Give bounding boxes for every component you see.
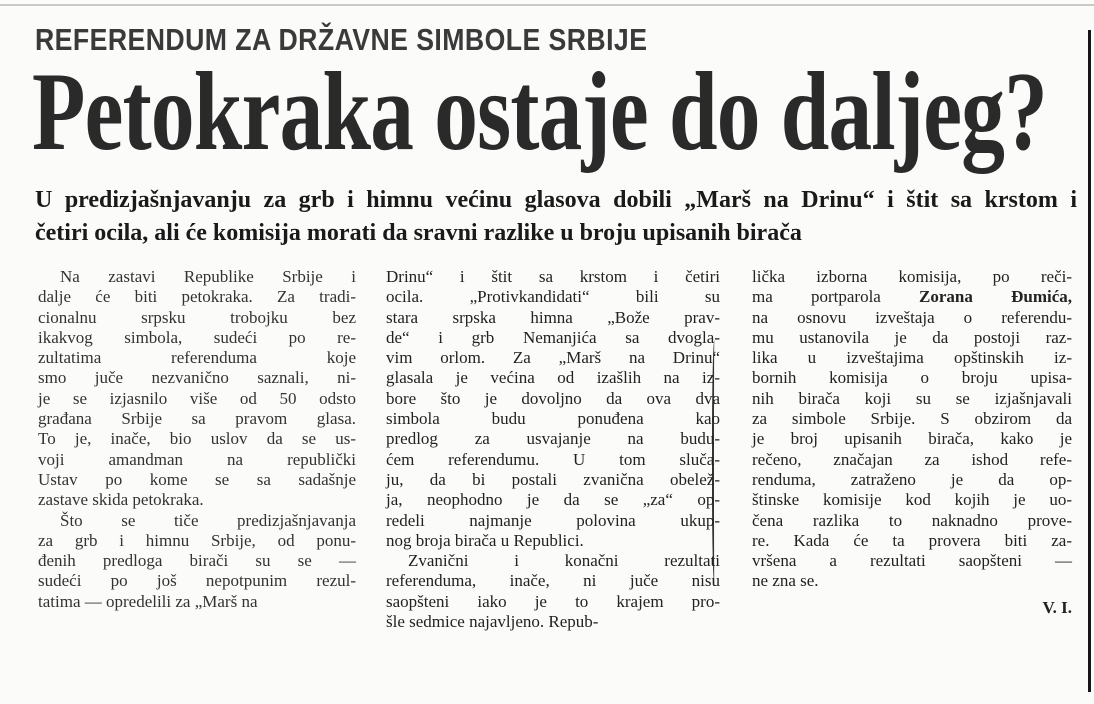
article-line: Zvanični i konačni rezultati [408,551,720,571]
article-line: čena razlika to naknadno prove- [752,510,1072,530]
byline: V. I. [1042,597,1072,617]
article-line: na osnovu izveštaja o referendu- [752,307,1072,327]
article-line: saopšteni iako je to krajem pro- [386,591,720,611]
subheadline-line: U predizjašnjavanju za grb i himnu većinu glasova dobili „Marš na Drinu“ i štit sa krstom i [35,187,1077,213]
article-line: šle sedmice najavljeno. Repub- [386,612,599,632]
article-column-2 [386,267,720,632]
article-line: cionalnu srpsku trobojku bez [38,307,356,327]
article-line: zastave skida petokraka. [38,490,204,510]
article-line: To je, inače, bio uslov da se us- [38,429,356,449]
article-line: ikakvog simbola, sudeći po re- [38,327,356,347]
article-line: dalje će biti petokraka. Za tradi- [38,287,356,307]
article-line: tatima — opredelili za „Marš na [38,591,258,611]
article-line: Drinu“ i štit sa krstom i četiri [386,267,720,286]
article-line: re. Kada će ta provera biti za- [752,530,1072,550]
article-line: vršena a rezultati saopšteni — [752,551,1072,571]
article-line: je se izjasnilo više od 50 odsto [38,388,356,408]
article-line: predlog za usvajanje na budu- [386,429,720,449]
article-line [752,287,1072,307]
article-line: ocila. „Protivkandidati“ bili su [386,287,720,307]
article-line: bore što je dovoljno da ova dva [386,388,720,408]
column-rule [1088,30,1091,692]
article-line: smo juče nezvanično saznali, ni- [38,368,356,388]
article-line: građana Srbije sa pravom glasa. [38,409,356,429]
article-line: simbola budu ponuđena kao [386,409,720,429]
article-column-1 [38,267,356,612]
article-line: de“ i grb Nemanjića sa dvogla- [386,327,720,347]
spokesperson-name: Zorana Đumića, [919,287,1072,307]
article-line: lička izborna komisija, po reči- [752,267,1072,286]
article-line: za grb i himnu Srbije, od ponu- [38,530,356,550]
kicker-headline: REFERENDUM ZA DRŽAVNE SIMBOLE SRBIJE [35,22,648,57]
article-line: vim orlom. Za „Marš na Drinu“ [386,348,720,368]
article-line: nog broja birača u Republici. [386,530,584,550]
article-line: nih birača koji su se izjašnjavali [752,388,1072,408]
article-line: redeli najmanje polovina ukup- [386,510,720,530]
article-line: ja, neophodno je da se „za“ op- [386,490,720,510]
article-line: đenih predloga birači su se — [38,551,356,571]
article-line: glasala je većina od izašlih na iz- [386,368,720,388]
article-line: rečeno, značajan za ishod refe- [752,449,1072,469]
article-column-3 [752,267,1072,618]
subheadline [35,184,1077,250]
article-line: mu ustanovila je da postoji raz- [752,327,1072,347]
article-line: sudeći po još nepotpunim rezul- [38,571,356,591]
article-line: ju, da bi postali zvanična obelež- [386,469,720,489]
subheadline-line: četiri ocila, ali će komisija morati da sravni razlike u broju upisanih birača [35,220,802,246]
article-line: referenduma, inače, ni juče nisu [386,571,720,591]
article-line: stara srpska himna „Bože prav- [386,307,720,327]
article-text: ma portparola [752,287,920,307]
article-line: renduma, zatraženo je da op- [752,469,1072,489]
article-line: za simbole Srbije. S obzirom da [752,409,1072,429]
article-line: Što se tiče predizjašnjavanja [60,510,356,530]
clipping-edge [0,4,1094,6]
article-line: je broj upisanih birača, kako je [752,429,1072,449]
article-line: voji amandman na republički [38,449,356,469]
article-line: zultatima referenduma koje [38,348,356,368]
article-line: ne zna se. [752,571,819,591]
article-line: lika u izveštajima opštinskih iz- [752,348,1072,368]
article-line: Ustav po kome se sa sadašnje [38,469,356,489]
article-line: ćem referendumu. U tom sluča- [386,449,720,469]
headline: Petokraka ostaje do daljeg? [32,50,1048,174]
article-line: bornih komisija o broju upisa- [752,368,1072,388]
article-line: Na zastavi Republike Srbije i [60,267,356,286]
article-line: štinske komisije kod kojih je uo- [752,490,1072,510]
